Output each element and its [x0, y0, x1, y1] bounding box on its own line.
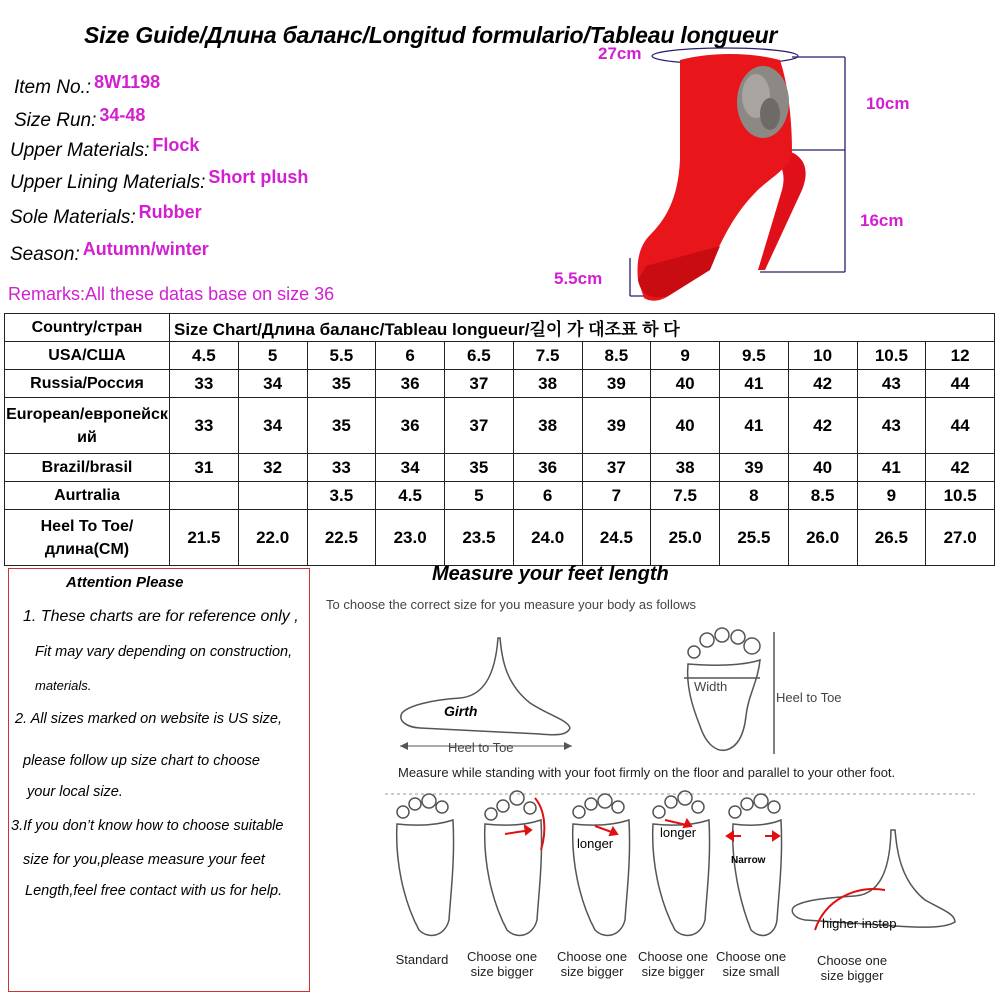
table-header-cell: Size Chart/Длина баланс/Tableau longueur/길이 가 대조표 하 다: [170, 314, 995, 342]
attention-title: Attention Please: [66, 574, 184, 591]
table-cell: 37: [445, 370, 514, 398]
table-cell: 23.5: [445, 510, 514, 566]
table-cell: 41: [857, 454, 926, 482]
table-cell: 25.0: [651, 510, 720, 566]
spec-sole-materials: [10, 202, 202, 229]
table-cell: 25.5: [720, 510, 789, 566]
attention-line: materials.: [35, 678, 92, 693]
table-row: [5, 398, 995, 454]
table-cell: 5: [238, 342, 307, 370]
spec-item-no: [14, 72, 161, 99]
row-label: Heel To Toe/длина(CM): [5, 510, 170, 566]
table-row: [5, 342, 995, 370]
table-cell: 9.5: [720, 342, 789, 370]
table-cell: 35: [307, 370, 376, 398]
spec-label: Sole Materials:: [10, 207, 136, 228]
table-cell: 8.5: [788, 482, 857, 510]
foot-standard-icon: [397, 794, 454, 935]
table-cell: 8.5: [582, 342, 651, 370]
table-cell: 10.5: [857, 342, 926, 370]
table-cell: 44: [926, 398, 995, 454]
table-cell: 38: [651, 454, 720, 482]
high-instep-label: higher instep: [822, 916, 897, 931]
foot-caption: Standard: [395, 952, 449, 967]
table-cell: 40: [788, 454, 857, 482]
table-cell: 10: [788, 342, 857, 370]
table-corner-cell: Country/стран: [5, 314, 170, 342]
attention-line: 1. These charts are for reference only ,: [23, 608, 299, 625]
heel-to-toe-label: Heel to Toe: [776, 690, 842, 705]
spec-upper-materials: [10, 135, 200, 162]
top-foot-icon: [672, 626, 792, 761]
spec-upper-lining: [10, 167, 309, 194]
table-cell: 43: [857, 398, 926, 454]
table-cell: 41: [720, 370, 789, 398]
row-label: Aurtralia: [5, 482, 170, 510]
table-cell: 9: [857, 482, 926, 510]
table-cell: 4.5: [170, 342, 239, 370]
spec-value: 8W1198: [94, 72, 161, 92]
table-cell: 4.5: [376, 482, 445, 510]
attention-line: please follow up size chart to choose: [23, 753, 260, 769]
table-cell: 43: [857, 370, 926, 398]
table-cell: 37: [582, 454, 651, 482]
table-cell: 38: [513, 370, 582, 398]
spec-value: 34-48: [99, 105, 146, 125]
attention-line: your local size.: [27, 784, 123, 800]
table-cell: 40: [651, 370, 720, 398]
table-cell: 44: [926, 370, 995, 398]
dim-heel-label: 16cm: [860, 211, 904, 230]
table-cell: 7.5: [513, 342, 582, 370]
spec-season: [10, 239, 209, 266]
table-cell: 42: [788, 398, 857, 454]
boot-illustration: [560, 40, 980, 310]
page-title: Size Guide/Длина баланс/Longitud formulario/Tableau longueur: [84, 22, 778, 48]
table-cell: 38: [513, 398, 582, 454]
table-cell: 7: [582, 482, 651, 510]
row-label: Brazil/brasil: [5, 454, 170, 482]
foot-longer-third-icon: [653, 791, 710, 935]
attention-line: Fit may vary depending on construction,: [35, 644, 293, 660]
spec-label: Size Run:: [14, 110, 97, 131]
table-cell: 22.5: [307, 510, 376, 566]
spec-label: Item No.:: [14, 77, 92, 98]
table-cell: 12: [926, 342, 995, 370]
spec-label: Season:: [10, 244, 80, 265]
dim-platform-label: 5.5cm: [554, 269, 603, 288]
attention-line: 2. All sizes marked on website is US size,: [15, 711, 283, 727]
foot-caption: Choose one size bigger: [466, 949, 538, 979]
foot-longer-toe-icon: [485, 791, 542, 935]
table-cell: 37: [445, 398, 514, 454]
spec-size-run: [14, 105, 146, 132]
table-row: [5, 510, 995, 566]
table-cell: [170, 482, 239, 510]
table-row: [5, 370, 995, 398]
row-label: European/европейский: [5, 398, 170, 454]
row-label: USA/США: [5, 342, 170, 370]
foot-caption: Choose one size bigger: [816, 953, 888, 983]
attention-box: [8, 568, 310, 992]
foot-high-instep-icon: [792, 830, 955, 927]
girth-label: Girth: [444, 703, 478, 719]
table-cell: 27.0: [926, 510, 995, 566]
attention-line: Length,feel free contact with us for help.: [25, 883, 283, 899]
table-cell: 40: [651, 398, 720, 454]
table-cell: 5: [445, 482, 514, 510]
table-cell: 26.5: [857, 510, 926, 566]
table-cell: 35: [307, 398, 376, 454]
table-cell: 34: [238, 398, 307, 454]
table-cell: 21.5: [170, 510, 239, 566]
table-cell: 3.5: [307, 482, 376, 510]
table-cell: 33: [170, 398, 239, 454]
spec-label: Upper Materials:: [10, 140, 150, 161]
table-cell: 33: [170, 370, 239, 398]
row-label: Russia/Россия: [5, 370, 170, 398]
longer-label: longer: [577, 836, 614, 851]
table-cell: 6.5: [445, 342, 514, 370]
table-cell: 32: [238, 454, 307, 482]
table-cell: 39: [582, 398, 651, 454]
table-cell: 42: [788, 370, 857, 398]
table-cell: 24.0: [513, 510, 582, 566]
size-chart-table: [4, 313, 995, 566]
foot-longer-second-icon: [573, 794, 630, 935]
spec-value: Short plush: [208, 167, 309, 187]
attention-line: size for you,please measure your feet: [23, 852, 265, 868]
foot-caption: Choose one size bigger: [556, 949, 628, 979]
table-cell: 5.5: [307, 342, 376, 370]
table-cell: 8: [720, 482, 789, 510]
measure-instruction: Measure while standing with your foot firmly on the floor and parallel to your other foot.: [398, 765, 896, 780]
measure-subtitle: To choose the correct size for you measure your body as follows: [326, 597, 696, 612]
fur-pompom-icon: [737, 66, 789, 138]
table-cell: 39: [720, 454, 789, 482]
table-cell: 36: [376, 370, 445, 398]
table-cell: 23.0: [376, 510, 445, 566]
table-cell: 6: [376, 342, 445, 370]
table-cell: 39: [582, 370, 651, 398]
spec-label: Upper Lining Materials:: [10, 172, 206, 193]
table-cell: 31: [170, 454, 239, 482]
spec-value: Flock: [152, 135, 200, 155]
table-row: [5, 482, 995, 510]
table-row: [5, 454, 995, 482]
table-cell: 33: [307, 454, 376, 482]
width-label: Width: [694, 679, 728, 694]
dim-shaft-label: 10cm: [866, 94, 910, 113]
table-cell: 41: [720, 398, 789, 454]
table-cell: 7.5: [651, 482, 720, 510]
table-cell: 6: [513, 482, 582, 510]
table-cell: 36: [513, 454, 582, 482]
table-cell: 36: [376, 398, 445, 454]
longer-label: longer: [660, 825, 697, 840]
table-header-row: [5, 314, 995, 342]
table-cell: 42: [926, 454, 995, 482]
spec-value: Rubber: [138, 202, 202, 222]
side-foot-icon: [390, 628, 590, 758]
table-cell: [238, 482, 307, 510]
table-cell: 9: [651, 342, 720, 370]
remarks-text: Remarks:All these datas base on size 36: [8, 284, 335, 304]
table-cell: 34: [376, 454, 445, 482]
dim-opening-label: 27cm: [598, 44, 642, 63]
table-cell: 24.5: [582, 510, 651, 566]
spec-value: Autumn/winter: [82, 239, 209, 259]
table-cell: 26.0: [788, 510, 857, 566]
foot-caption: Choose one size bigger: [637, 949, 709, 979]
table-cell: 34: [238, 370, 307, 398]
table-cell: 10.5: [926, 482, 995, 510]
table-cell: 35: [445, 454, 514, 482]
side-heel-to-toe-label: Heel to Toe: [448, 740, 514, 755]
attention-line: 3.If you don’t know how to choose suitable: [11, 818, 284, 834]
measure-title: Measure your feet length: [432, 563, 669, 585]
foot-caption: Choose one size small: [715, 949, 787, 979]
narrow-label: Narrow: [731, 855, 766, 866]
table-cell: 22.0: [238, 510, 307, 566]
